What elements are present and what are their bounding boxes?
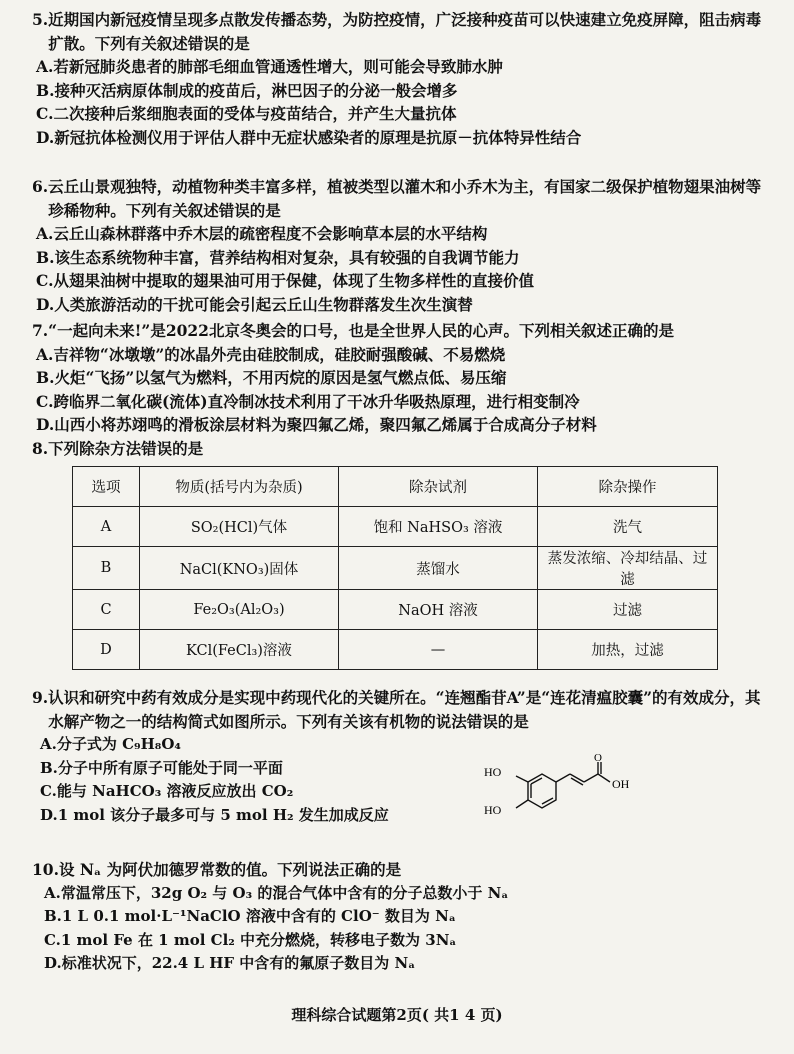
option-d: D.新冠抗体检测仪用于评估人群中无症状感染者的原理是抗原－抗体特异性结合 [36, 127, 582, 147]
option-b: B.1 L 0.1 mol·L⁻¹NaClO 溶液中含有的 ClO⁻ 数目为 Nₐ [44, 907, 456, 925]
option-c: C.从翅果油树中提取的翅果油可用于保健，体现了生物多样性的直接价值 [36, 271, 534, 290]
table-header-row [73, 467, 718, 507]
o-label: O [594, 752, 602, 764]
question-7 [32, 319, 772, 437]
structural-formula-diagram [480, 752, 650, 840]
table-cell: KCl(FeCl₃)溶液 [140, 630, 339, 670]
question-stem: 9.认识和研究中药有效成分是实现中药现代化的关键所在。“连翘酯苷A”是“连花清瘟胶囊”的有效成分，其水解产物之一的结构简式如图所示。下列有关该有机物的说法错误的是 [32, 688, 761, 731]
table-cell: C [73, 590, 140, 630]
table-cell: B [73, 547, 140, 590]
question-stem: 7.“一起向未来!”是2022北京冬奥会的口号，也是全世界人民的心声。下列相关叙述正确的是 [32, 321, 674, 340]
header-cell: 物质(括号内为杂质) [140, 467, 339, 507]
table-cell: NaOH 溶液 [339, 590, 538, 630]
table-row [73, 630, 718, 670]
question-10 [32, 858, 772, 976]
table-cell: SO₂(HCl)气体 [140, 507, 339, 547]
question-stem: 5.近期国内新冠疫情呈现多点散发传播态势，为防控疫情，广泛接种疫苗可以快速建立免疫屏障，阻击病毒扩散。下列有关叙述错误的是 [32, 10, 762, 53]
option-d: D.标准状况下，22.4 L HF 中含有的氟原子数目为 Nₐ [44, 954, 416, 972]
option-b: B.接种灭活病原体制成的疫苗后，淋巴因子的分泌一般会增多 [36, 80, 458, 100]
table-row [73, 547, 718, 590]
table-row [73, 507, 718, 547]
header-cell: 除杂试剂 [339, 467, 538, 507]
option-a: A.吉祥物“冰墩墩”的冰晶外壳由硅胶制成，硅胶耐强酸碱、不易燃烧 [36, 344, 506, 364]
table-cell: 蒸馏水 [339, 547, 538, 590]
question-stem: 6.云丘山景观独特，动植物种类丰富多样，植被类型以灌木和小乔木为主，有国家二级保护植物翅果油树等珍稀物种。下列有关叙述错误的是 [32, 177, 762, 220]
table-cell: 蒸发浓缩、冷却结晶、过滤 [538, 547, 718, 590]
table-row [73, 590, 718, 630]
table-cell: 洗气 [538, 507, 718, 547]
option-d: D.山西小将苏翊鸣的滑板涂层材料为聚四氟乙烯，聚四氟乙烯属于合成高分子材料 [36, 415, 597, 434]
header-cell: 除杂操作 [538, 467, 718, 507]
table-cell: A [73, 507, 140, 547]
table-cell: Fe₂O₃(Al₂O₃) [140, 590, 339, 630]
table-cell: — [339, 630, 538, 670]
ho-label-top: HO [484, 765, 502, 779]
ho-label-bottom: HO [484, 803, 502, 817]
table-cell: 过滤 [538, 590, 718, 630]
question-5 [32, 8, 772, 149]
table-cell: 加热，过滤 [538, 630, 718, 670]
question-stem: 10.设 Nₐ 为阿伏加德罗常数的值。下列说法正确的是 [32, 860, 402, 879]
option-a: A.常温常压下，32g O₂ 与 O₃ 的混合气体中含有的分子总数小于 Nₐ [44, 883, 509, 902]
option-d: D.人类旅游活动的干扰可能会引起云丘山生物群落发生次生演替 [36, 294, 473, 314]
option-b: B.火炬“飞扬”以氢气为燃料，不用丙烷的原因是氢气燃点低、易压缩 [36, 368, 507, 387]
option-a: A.云丘山森林群落中乔木层的疏密程度不会影响草本层的水平结构 [36, 224, 488, 243]
question-stem: 8.下列除杂方法错误的是 [32, 439, 204, 458]
option-c: C.1 mol Fe 在 1 mol Cl₂ 中充分燃烧，转移电子数为 3Nₐ [44, 930, 457, 949]
page-footer: 理科综合试题第2页( 共1 4 页) [291, 1006, 503, 1024]
table-cell: NaCl(KNO₃)固体 [140, 547, 339, 590]
option-d: D.1 mol 该分子最多可与 5 mol H₂ 发生加成反应 [40, 805, 389, 824]
oh-label: OH [612, 777, 630, 791]
header-cell: 选项 [73, 467, 140, 507]
option-c: C.能与 NaHCO₃ 溶液反应放出 CO₂ [40, 782, 294, 800]
purification-table [72, 466, 718, 670]
option-b: B.该生态系统物种丰富，营养结构相对复杂，具有较强的自我调节能力 [36, 247, 520, 267]
question-6 [32, 175, 772, 316]
option-b: B.分子中所有原子可能处于同一平面 [40, 758, 283, 777]
table-cell: D [73, 630, 140, 670]
option-a: A.分子式为 C₉H₈O₄ [40, 735, 181, 753]
option-c: C.跨临界二氧化碳(流体)直冷制冰技术利用了干冰升华吸热原理，进行相变制冷 [36, 391, 580, 411]
table-cell: 饱和 NaHSO₃ 溶液 [339, 507, 538, 547]
option-a: A.若新冠肺炎患者的肺部毛细血管通透性增大，则可能会导致肺水肿 [36, 57, 503, 76]
question-9 [32, 686, 772, 827]
question-8 [32, 437, 772, 461]
option-c: C.二次接种后浆细胞表面的受体与疫苗结合，并产生大量抗体 [36, 104, 457, 123]
